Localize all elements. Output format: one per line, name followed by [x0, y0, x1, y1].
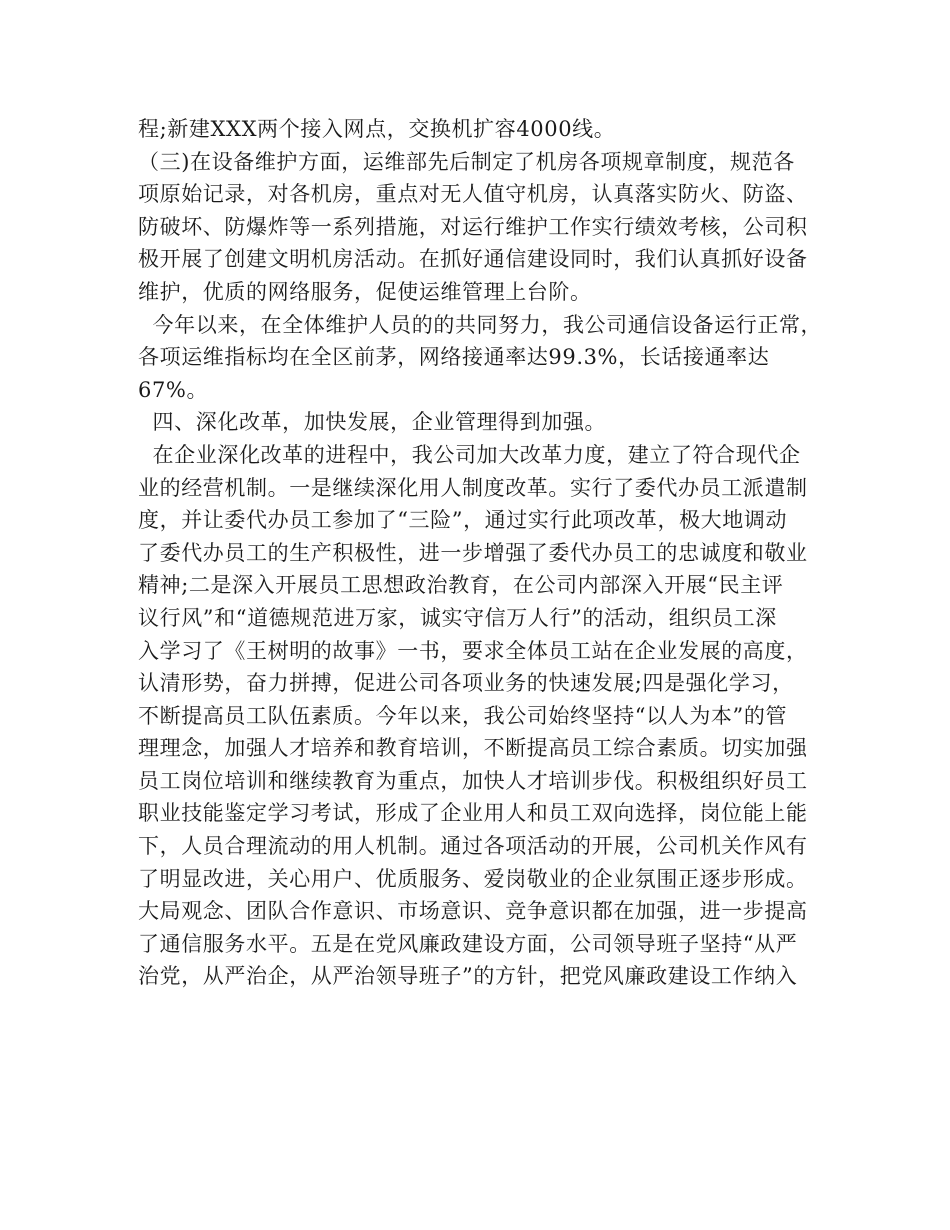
paragraph-enterprise-reform: [138, 439, 828, 993]
text-line: 各项运维指标均在全区前茅，网络接通率达99.3%，长话接通率达: [138, 345, 770, 370]
text-line: 不断提高员工队伍素质。今年以来，我公司始终坚持“以人为本”的管: [138, 703, 788, 728]
text-line: 职业技能鉴定学习考试，形成了企业用人和员工双向选择，岗位能上能: [138, 801, 808, 826]
text-line: 了明显改进，关心用户、优质服务、爱岗敬业的企业氛围正逐步形成。: [138, 866, 808, 891]
text-line: 大局观念、团队合作意识、市场意识、竞争意识都在加强，进一步提高: [138, 899, 808, 924]
text-line: 精神;二是深入开展员工思想政治教育，在公司内部深入开展“民主评: [138, 573, 784, 598]
text-line: 治党，从严治企，从严治领导班子”的方针，把党风廉政建设工作纳入: [138, 964, 798, 989]
text-line: 认清形势，奋力拼搏，促进公司各项业务的快速发展;四是强化学习，: [138, 671, 794, 696]
text-line: 下，人员合理流动的用人机制。通过各项活动的开展，公司机关作风有: [138, 834, 808, 859]
text-line: 今年以来，在全体维护人员的的共同努力，我公司通信设备运行正常，: [138, 312, 823, 337]
text-line: 项原始记录，对各机房，重点对无人值守机房，认真落实防火、防盗、: [138, 182, 808, 207]
text-line: 业的经营机制。一是继续深化用人制度改革。实行了委代办员工派遣制: [138, 475, 808, 500]
paragraph-equipment-maintenance: [138, 146, 828, 309]
text-line: 了通信服务水平。五是在党风廉政建设方面，公司领导班子坚持“从严: [138, 931, 798, 956]
text-line: 在企业深化改革的进程中，我公司加大改革力度，建立了符合现代企: [138, 442, 801, 467]
text-line: 67%。: [138, 377, 209, 402]
text-line: 四、深化改革，加快发展，企业管理得到加强。: [138, 410, 607, 435]
text-line: 维护，优质的网络服务，促使运维管理上台阶。: [138, 279, 592, 304]
text-line: 极开展了创建文明机房活动。在抓好通信建设同时，我们认真抓好设备: [138, 247, 808, 272]
text-line: 度，并让委代办员工参加了“三险”，通过实行此项改革，极大地调动: [138, 508, 788, 533]
paragraph-network-expansion: [138, 113, 828, 146]
text-line: 理理念，加强人才培养和教育培训，不断提高员工综合素质。切实加强: [138, 736, 808, 761]
document-body: [138, 113, 828, 993]
text-line: 议行风”和“道德规范进万家，诚实守信万人行”的活动，组织员工深: [138, 605, 777, 630]
text-line: 入学习了《王树明的故事》一书，要求全体员工站在企业发展的高度，: [138, 638, 808, 663]
text-line: （三)在设备维护方面，运维部先后制定了机房各项规章制度，规范各: [138, 149, 795, 174]
text-line: 了委代办员工的生产积极性，进一步增强了委代办员工的忠诚度和敬业: [138, 540, 808, 565]
section-heading-reform: [138, 406, 828, 439]
text-line: 程;新建XXX两个接入网点，交换机扩容4000线。: [138, 117, 616, 141]
paragraph-operation-stats: [138, 309, 828, 407]
text-line: 防破坏、防爆炸等一系列措施，对运行维护工作实行绩效考核，公司积: [138, 214, 808, 239]
text-line: 员工岗位培训和继续教育为重点，加快人才培训步伐。积极组织好员工: [138, 768, 808, 793]
